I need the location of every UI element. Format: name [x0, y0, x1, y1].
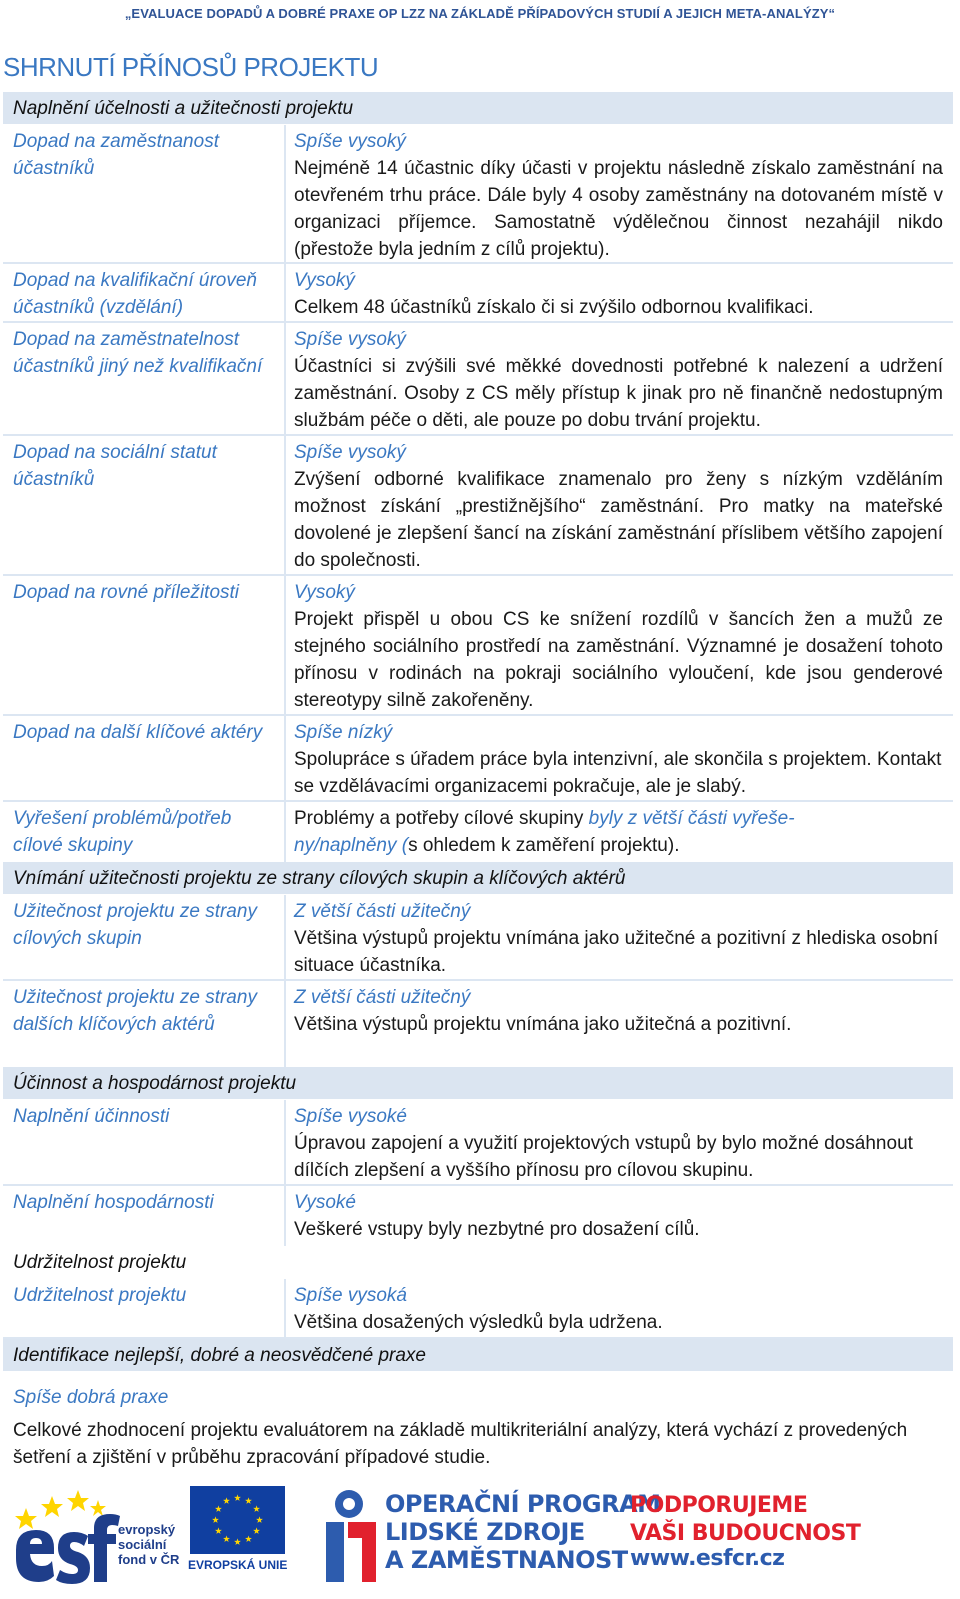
table-row	[3, 436, 953, 576]
practice-assessment	[3, 1372, 953, 1475]
table-row	[3, 802, 953, 862]
esf-label-line: evropský	[118, 1522, 176, 1537]
description: Většina dosažených výsledků byla udržena.	[294, 1312, 663, 1333]
section-usefulness-header: Vnímání užitečnosti projektu ze strany cílových skupin a klíčových aktérů	[3, 862, 953, 895]
rating: Spíše dobrá praxe	[13, 1387, 169, 1408]
description: Veškeré vstupy byly nezbytné pro dosažení cílů.	[294, 1219, 700, 1240]
table-row	[3, 1100, 953, 1186]
eu-flag-icon	[190, 1486, 285, 1554]
row-value	[286, 323, 953, 434]
row-value	[286, 576, 953, 714]
support-slogan	[630, 1492, 860, 1548]
row-value	[286, 981, 953, 1067]
eu-label: EVROPSKÁ UNIE	[188, 1558, 288, 1572]
footer-logos	[0, 1480, 960, 1599]
op-line: LIDSKÉ ZDROJE	[385, 1518, 585, 1546]
row-label: Udržitelnost projektu	[3, 1279, 286, 1337]
description-highlight: byly z větší části vyřeše-ny/naplněny (	[294, 808, 795, 856]
table-row	[3, 895, 953, 981]
description: Zvýšení odborné kvalifikace znamenalo pro ženy s nízkým vzděláním možnost získání „prestižnějšího“ zaměstnání. Pro matky na mateřské dovolené je zlepšení šancí na získání zaměstnání příslibem většího zapojení do společnosti.	[294, 469, 943, 571]
description: Celkem 48 účastníků získalo či si zvýšilo odbornou kvalifikaci.	[294, 297, 814, 318]
description: Účastníci si zvýšili své měkké dovednosti potřebné k nalezení a udržení zaměstnání. Osoby z CS měly přístup k jinak pro ně finančně nedostupným službám péče o děti, ale pouze po dobu trvání projektu.	[294, 356, 943, 431]
table-row	[3, 264, 953, 323]
esf-url-link[interactable]: www.esfcr.cz	[630, 1546, 785, 1571]
table-row	[3, 576, 953, 716]
row-value	[286, 716, 953, 800]
rating: Spíše vysoký	[294, 442, 406, 463]
op-lzz-logo-icon	[318, 1486, 380, 1586]
row-label: Dopad na další klíčové aktéry	[3, 716, 286, 800]
section-effectiveness-header: Naplnění účelnosti a užitečnosti projektu	[3, 92, 953, 125]
rating: Spíše vysoký	[294, 131, 406, 152]
description: Nejméně 14 účastnic díky účasti v projektu následně získalo zaměstnání na otevřeném trhu práce. Dále byly 4 osoby zaměstnány na dotovaném místě v organizaci příjemce. Samostatně výdělečnou činnost nezahájil nikdo (přestože byla jedním z cílů projektu).	[294, 158, 943, 260]
row-label: Dopad na sociální statut účastníků	[3, 436, 286, 574]
description: Spolupráce s úřadem práce byla intenzivní, ale skončila s projektem. Kontakt se vzdělávacími organizacemi pokračuje, ale je slabý.	[294, 749, 942, 797]
row-value	[286, 1279, 953, 1337]
row-value	[286, 802, 953, 862]
row-label: Užitečnost projektu ze strany cílových skupin	[3, 895, 286, 979]
esf-label-line: fond v ČR	[118, 1552, 180, 1567]
op-lzz-title	[385, 1490, 661, 1574]
row-value	[286, 264, 953, 321]
rating: Spíše vysoká	[294, 1285, 407, 1306]
running-header: „EVALUACE DOPADŮ A DOBRÉ PRAXE OP LZZ NA ZÁKLADĚ PŘÍPADOVÝCH STUDIÍ A JEJICH META-ANALÝZY“	[124, 6, 836, 21]
description: Celkové zhodnocení projektu evaluátorem na základě multikriteriální analýzy, která vychází z provedených šetření a zjištění v průběhu zpracování případové studie.	[13, 1420, 908, 1468]
table-row	[3, 1279, 953, 1339]
row-label: Dopad na zaměstnanost účastníků	[3, 125, 286, 262]
description: Úpravou zapojení a využití projektových vstupů by bylo možné dosáhnout dílčích zlepšení a vyššího přínosu pro cílovou skupinu.	[294, 1133, 913, 1181]
description: Projekt přispěl u obou CS ke snížení rozdílů v šancích žen a mužů ze stejného sociálního prostředí na zaměstnání. Významné je dosažení tohoto přínosu v rodinách na pokraji sociálního vyloučení, kde jsou genderové stereotypy silně zakořeněny.	[294, 609, 943, 711]
rating: Spíše vysoké	[294, 1106, 407, 1127]
rating: Vysoký	[294, 582, 355, 603]
row-label: Užitečnost projektu ze strany dalších klíčových aktérů	[3, 981, 286, 1067]
description: Většina výstupů projektu vnímána jako užitečné a pozitivní z hlediska osobní situace účastníka.	[294, 928, 939, 976]
row-value	[286, 436, 953, 574]
table-row	[3, 323, 953, 436]
rating: Vysoké	[294, 1192, 356, 1213]
esf-label-line: sociální	[118, 1537, 167, 1552]
row-value	[286, 125, 953, 262]
rating: Z větší části užitečný	[294, 901, 471, 922]
table-row	[3, 1186, 953, 1246]
row-label: Dopad na rovné příležitosti	[3, 576, 286, 714]
section-sustainability-header: Udržitelnost projektu	[3, 1246, 953, 1279]
support-line: PODPORUJEME	[630, 1493, 808, 1518]
row-label: Dopad na zaměstnatelnost účastníků jiný než kvalifikační	[3, 323, 286, 434]
table-row	[3, 981, 953, 1067]
table-row	[3, 125, 953, 264]
op-line: A ZAMĚSTNANOST	[385, 1546, 628, 1574]
page-title: SHRNUTÍ PŘÍNOSŮ PROJEKTU	[3, 52, 379, 82]
rating: Vysoký	[294, 270, 355, 291]
support-line: VAŠI BUDOUCNOST	[630, 1521, 861, 1546]
row-value	[286, 1186, 953, 1246]
section-practice-header: Identifikace nejlepší, dobré a neosvědčené praxe	[3, 1339, 953, 1372]
row-value	[286, 895, 953, 979]
section-efficiency-header: Účinnost a hospodárnost projektu	[3, 1067, 953, 1100]
row-label: Dopad na kvalifikační úroveň účastníků (vzdělání)	[3, 264, 286, 321]
row-value	[286, 1100, 953, 1184]
row-label: Vyřešení problémů/potřeb cílové skupiny	[3, 802, 286, 862]
row-label: Naplnění účinnosti	[3, 1100, 286, 1184]
summary-table	[3, 92, 953, 1475]
table-row	[3, 716, 953, 802]
description	[294, 805, 943, 859]
description: Většina výstupů projektu vnímána jako užitečná a pozitivní.	[294, 1014, 792, 1035]
row-label: Naplnění hospodárnosti	[3, 1186, 286, 1246]
op-line: OPERAČNÍ PROGRAM	[385, 1490, 661, 1518]
rating: Spíše nízký	[294, 722, 393, 743]
description-plain: s ohledem k zaměření projektu).	[408, 835, 680, 856]
description-plain: Problémy a potřeby cílové skupiny	[294, 808, 589, 829]
rating: Z větší části užitečný	[294, 987, 471, 1008]
esf-label	[118, 1522, 179, 1567]
rating: Spíše vysoký	[294, 329, 406, 350]
